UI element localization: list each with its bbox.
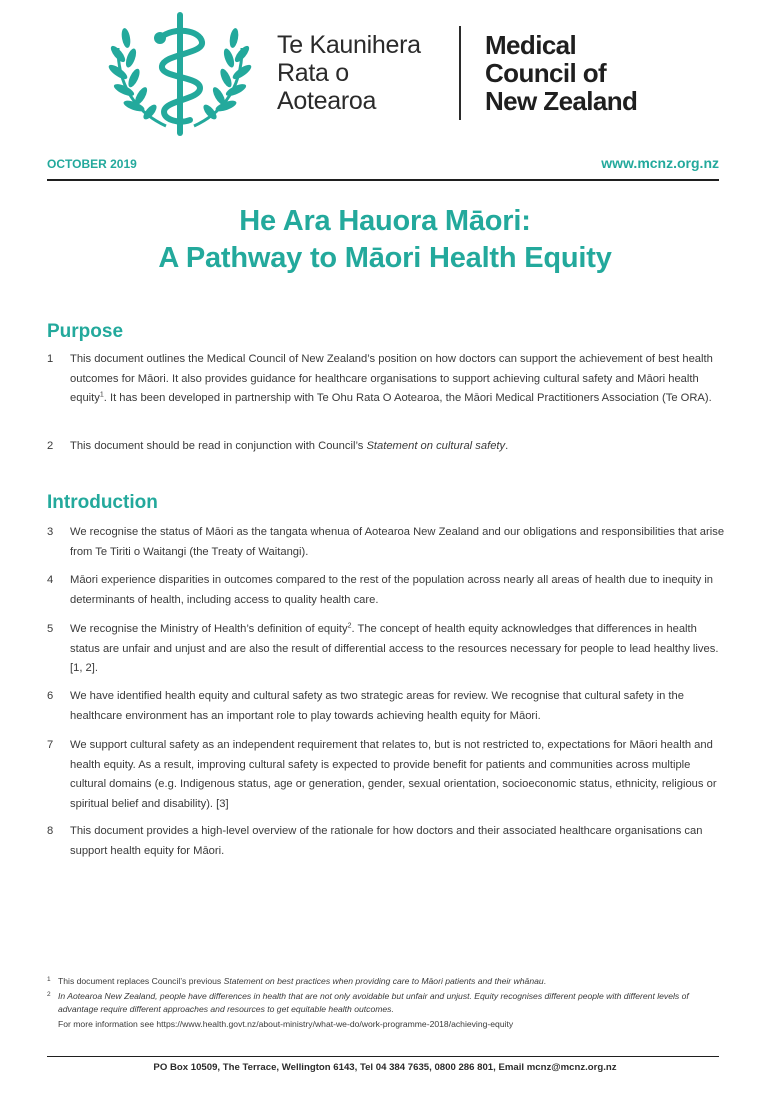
paragraph-text-part: This document outlines the Medical Council of New Zealand’s position on how doctors can support the achievement of best health outcomes for Māori. It also provides guidance for healthcare organisations to support achieving cultural safety and Māori health equity bbox=[70, 353, 713, 404]
paragraph-5 bbox=[47, 620, 727, 679]
document-title bbox=[0, 203, 770, 277]
contact-details: PO Box 10509, The Terrace, Wellington 6143, Tel 04 384 7635, 0800 286 801, Email mcnz@mcnz.org.nz bbox=[153, 1062, 617, 1073]
footnote-ref[interactable]: 2 bbox=[347, 622, 352, 630]
paragraph-2 bbox=[47, 437, 727, 457]
paragraph-text: Māori experience disparities in outcomes compared to the rest of the population across nearly all areas of health due to inequity in determinants of health, including access to quality health care. bbox=[70, 574, 714, 606]
footnote-1 bbox=[47, 975, 727, 988]
paragraph-text: We recognise the status of Māori as the tangata whenua of Aotearoa New Zealand and our obligations and responsibilities that arise from Te Tiriti o Waitangi (the Treaty of Waitangi). bbox=[70, 526, 725, 558]
maori-name-line: Aotearoa bbox=[277, 87, 377, 115]
paragraph-text: We support cultural safety as an independent requirement that relates to, but is not restricted to, expectations for Māori health and health equity. As a result, improving cultural safety is expected to provide benefit for patients and communities across multiple cultural domains (e.g. Indigenous status, age or generation, gender, sexual orientation, socioeconomic status, ethnicity, religious or spiritual belief and disability). [3] bbox=[70, 739, 717, 810]
paragraph-8 bbox=[47, 822, 727, 861]
website-link[interactable]: www.mcnz.org.nz bbox=[601, 155, 719, 171]
paragraph-number: 4 bbox=[47, 574, 54, 586]
paragraph-text bbox=[70, 350, 727, 409]
maori-name-line: Te Kaunihera bbox=[277, 31, 421, 59]
paragraph-text-part: . The concept of health equity acknowledges that differences in health status are unfair and unjust and are also the result of differential access to the resources necessary for people to lead healthy lives. [1, 2]. bbox=[70, 623, 719, 674]
paragraph-text bbox=[70, 437, 727, 457]
english-name-line: New Zealand bbox=[485, 86, 638, 116]
council-maori-name bbox=[277, 31, 421, 115]
paragraph-number: 1 bbox=[47, 353, 54, 365]
paragraph-text-part: . It has been developed in partnership with Te Ohu Rata O Aotearoa, the Māori Medical Practitioners Association (Te ORA). bbox=[103, 392, 712, 404]
paragraph-text: This document provides a high-level overview of the rationale for how doctors and their associated healthcare organisations can support health equity for Māori. bbox=[70, 825, 703, 857]
title-line-2: A Pathway to Māori Health Equity bbox=[158, 242, 612, 274]
paragraph-4 bbox=[47, 571, 727, 610]
footnote-number: 1 bbox=[47, 976, 51, 983]
footnote-italic-text: Statement on best practices when providing care to Māori patients and their whānau bbox=[223, 976, 544, 986]
rod-of-asclepius-icon bbox=[154, 12, 202, 136]
footnote-italic-text: In Aotearoa New Zealand, people have differences in health that are not only avoidable but unfair and unjust. Equity recognises different people with different levels of advantage require different approaches and resources to get equitable health outcomes. bbox=[58, 991, 689, 1014]
paragraph-number: 7 bbox=[47, 739, 54, 751]
header-rule bbox=[47, 179, 719, 181]
footnote-text: . bbox=[543, 976, 547, 986]
publication-date: OCTOBER 2019 bbox=[47, 157, 137, 171]
statement-reference: Statement on cultural safety bbox=[366, 440, 506, 452]
paragraph-text-part: . bbox=[505, 440, 509, 452]
purpose-heading: Purpose bbox=[47, 321, 124, 342]
more-info-link[interactable]: For more information see https://www.health.govt.nz/about-ministry/what-we-do/work-programme-2018/achieving-equity bbox=[58, 1019, 514, 1029]
maori-name-line: Rata o bbox=[277, 59, 349, 87]
footer-rule bbox=[47, 1056, 719, 1057]
footnote-2 bbox=[47, 990, 727, 1016]
paragraph-6 bbox=[47, 687, 727, 726]
council-english-name bbox=[485, 31, 637, 115]
paragraph-text-part: This document should be read in conjunction with Council’s bbox=[70, 440, 367, 452]
paragraph-7 bbox=[47, 736, 727, 814]
english-name-line: Council of bbox=[485, 58, 607, 88]
footnotes bbox=[47, 975, 727, 1031]
paragraph-number: 3 bbox=[47, 526, 54, 538]
council-logo-emblem bbox=[104, 8, 256, 138]
paragraph-3 bbox=[47, 523, 727, 562]
footnote-text: This document replaces Council’s previous bbox=[58, 976, 224, 986]
paragraph-number: 2 bbox=[47, 440, 54, 452]
paragraph-number: 5 bbox=[47, 623, 54, 635]
paragraph-text bbox=[70, 620, 727, 679]
english-name-line: Medical bbox=[485, 30, 577, 60]
paragraph-1 bbox=[47, 350, 727, 409]
paragraph-number: 8 bbox=[47, 825, 54, 837]
footnote-ref[interactable]: 1 bbox=[99, 391, 104, 399]
footnote-number: 2 bbox=[47, 991, 51, 998]
paragraph-text: We have identified health equity and cultural safety as two strategic areas for review. We recognise that cultural safety in the healthcare environment has an important role to play towards achieving health equity for Māori. bbox=[70, 690, 684, 722]
logo-divider bbox=[459, 26, 461, 120]
introduction-heading: Introduction bbox=[47, 492, 158, 513]
title-line-1: He Ara Hauora Māori: bbox=[239, 205, 531, 237]
paragraph-text-part: We recognise the Ministry of Health’s definition of equity bbox=[70, 623, 348, 635]
paragraph-number: 6 bbox=[47, 690, 54, 702]
